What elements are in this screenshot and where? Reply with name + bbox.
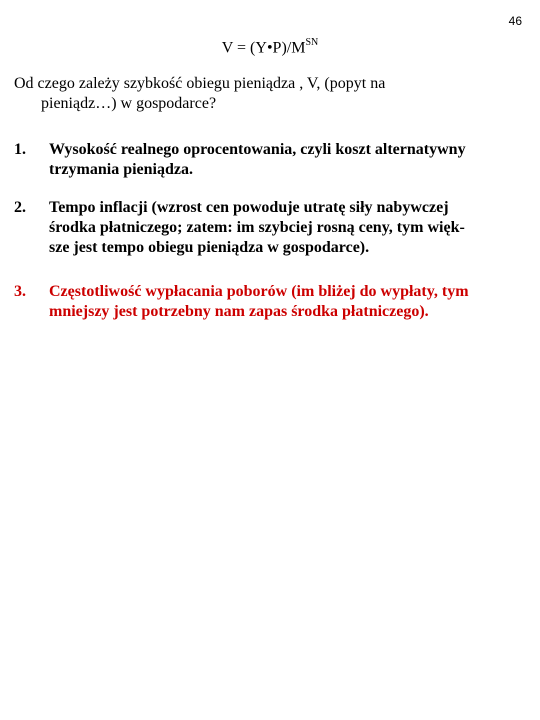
list-item-number: 3.	[14, 283, 26, 300]
list-item-3	[14, 282, 534, 322]
list-item-1	[14, 140, 534, 180]
list-item-number: 1.	[14, 141, 26, 158]
formula-base: V = (Y•P)/M	[221, 39, 306, 57]
formula-superscript: SN	[305, 37, 319, 48]
list-item-2	[14, 198, 534, 258]
formula	[0, 38, 540, 57]
list-item-text: Tempo inflacji (wzrost cen powoduje utratę siły nabywczej środka płatniczego; zatem: im szybciej rosną ceny, tym więk- sze jest tempo obiegu pieniądza w gospodarce).	[49, 199, 465, 256]
list-item-text: Wysokość realnego oprocentowania, czyli koszt alternatywny trzymania pieniądza.	[49, 141, 466, 178]
question-line-1: Od czego zależy szybkość obiegu pieniądza , V, (popyt na	[14, 75, 386, 92]
list-item-number: 2.	[14, 199, 26, 216]
page-number: 46	[508, 14, 522, 28]
question	[14, 74, 474, 114]
list-item-text: Częstotliwość wypłacania poborów (im bliżej do wypłaty, tym mniejszy jest potrzebny nam zapas środka płatniczego).	[49, 283, 469, 320]
question-line-2: pieniądz…) w gospodarce?	[41, 95, 217, 112]
